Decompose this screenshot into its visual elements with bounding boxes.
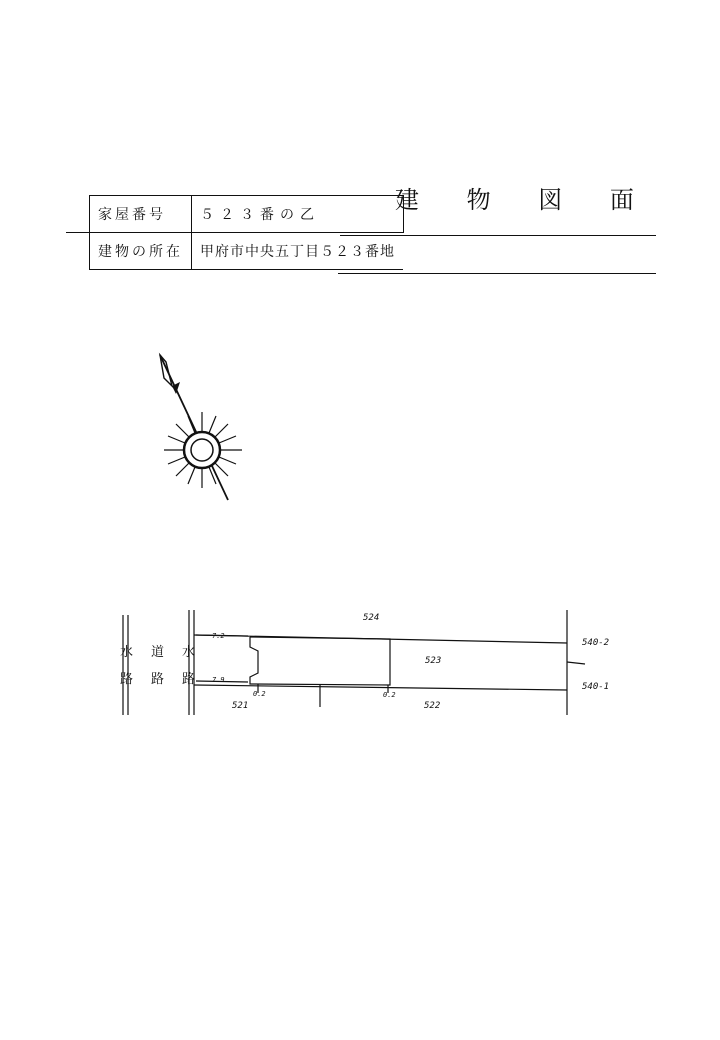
lot-label-521: 521	[232, 701, 249, 711]
dimension-bottom-left: 0.2	[253, 690, 266, 698]
location-label: 建物の所在	[90, 233, 192, 270]
table-row2-extension	[338, 273, 656, 274]
lot-label-523: 523	[425, 656, 442, 666]
dimension-lower-left: 7.9	[212, 676, 225, 684]
lot-label-522: 522	[424, 701, 441, 711]
compass-rose-icon	[150, 350, 260, 510]
location-value: 甲府市中央五丁目５２３番地	[192, 233, 404, 270]
house-number-label: 家屋番号	[90, 196, 192, 233]
road-label-lower: 路路路	[120, 672, 214, 687]
info-table	[89, 195, 404, 270]
table-left-rule	[66, 232, 90, 233]
dimension-upper-left: 7.2	[212, 632, 225, 640]
lot-label-540-1: 540-1	[582, 682, 610, 692]
house-number-value: ５２３番の乙	[192, 196, 404, 233]
dimension-bottom-right: 0.2	[383, 691, 396, 699]
table-row	[90, 233, 404, 270]
lot-label-540-2: 540-2	[582, 638, 610, 648]
document-title: 建 物 図 面	[395, 186, 654, 214]
road-label-upper: 水道水	[120, 645, 214, 660]
table-row	[90, 196, 404, 233]
lot-label-524: 524	[363, 613, 380, 623]
site-plan	[100, 605, 620, 720]
